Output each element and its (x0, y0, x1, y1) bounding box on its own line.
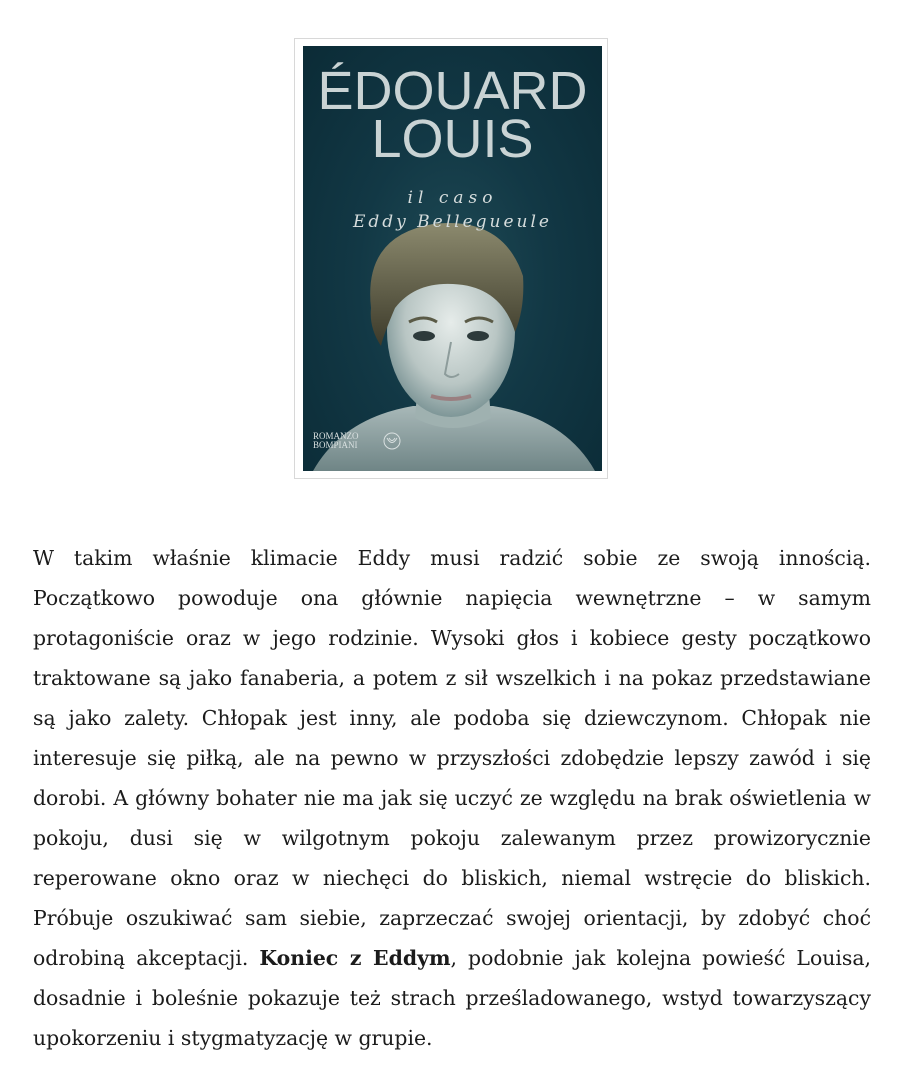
cover-author-first: ÉDOUARD (317, 61, 588, 121)
article-line-with-title (33, 938, 871, 978)
article-line: reperowane okno oraz w niechęci do bliskich, niemal wstręcie do bliskich. (33, 866, 871, 890)
article-line: Próbuje oszukiwać sam siebie, zaprzeczać swojej orientacji, by zdobyć choć (33, 906, 871, 930)
article-line-last: upokorzeniu i stygmatyzację w grupie. (33, 1026, 433, 1050)
book-cover-frame (294, 38, 608, 479)
article-line: są jako zalety. Chłopak jest inny, ale podoba się dziewczynom. Chłopak nie (33, 706, 871, 730)
article-line: Początkowo powoduje ona głównie napięcia wewnętrzne – w samym (33, 586, 871, 610)
article-line: traktowane są jako fanaberia, a potem z sił wszelkich i na pokaz przedstawiane (33, 666, 871, 690)
book-cover-image (303, 46, 602, 471)
publisher-line1: ROMANZO (313, 431, 359, 441)
article-line: pokoju, dusi się w wilgotnym pokoju zalewanym przez prowizorycznie (33, 826, 871, 850)
cover-publisher (313, 432, 359, 450)
article-body (33, 538, 871, 1058)
article-line: dosadnie i boleśnie pokazuje też strach prześladowanego, wstyd towarzyszący (33, 986, 871, 1010)
cover-title-line1: il caso (407, 188, 498, 208)
cover-title-line2: Eddy Bellegueule (352, 212, 552, 232)
cover-author-last: LOUIS (371, 109, 534, 169)
book-title-bold: Koniec z Eddym (259, 946, 451, 970)
article-line: W takim właśnie klimacie Eddy musi radzić sobie ze swoją innością. (33, 546, 871, 570)
line11-before: odrobiną akceptacji. (33, 946, 260, 970)
bompiani-logo-icon (382, 431, 402, 451)
line11-after: , podobnie jak kolejna powieść Louisa, (450, 946, 872, 970)
article-line: protagoniście oraz w jego rodzinie. Wysoki głos i kobiece gesty początkowo (33, 626, 871, 650)
article-line: interesuje się piłką, ale na pewno w przyszłości zdobędzie lepszy zawód i się (33, 746, 871, 770)
publisher-line2: BOMPIANI (313, 440, 358, 450)
article-line: dorobi. A główny bohater nie ma jak się uczyć ze względu na brak oświetlenia w (33, 786, 871, 810)
